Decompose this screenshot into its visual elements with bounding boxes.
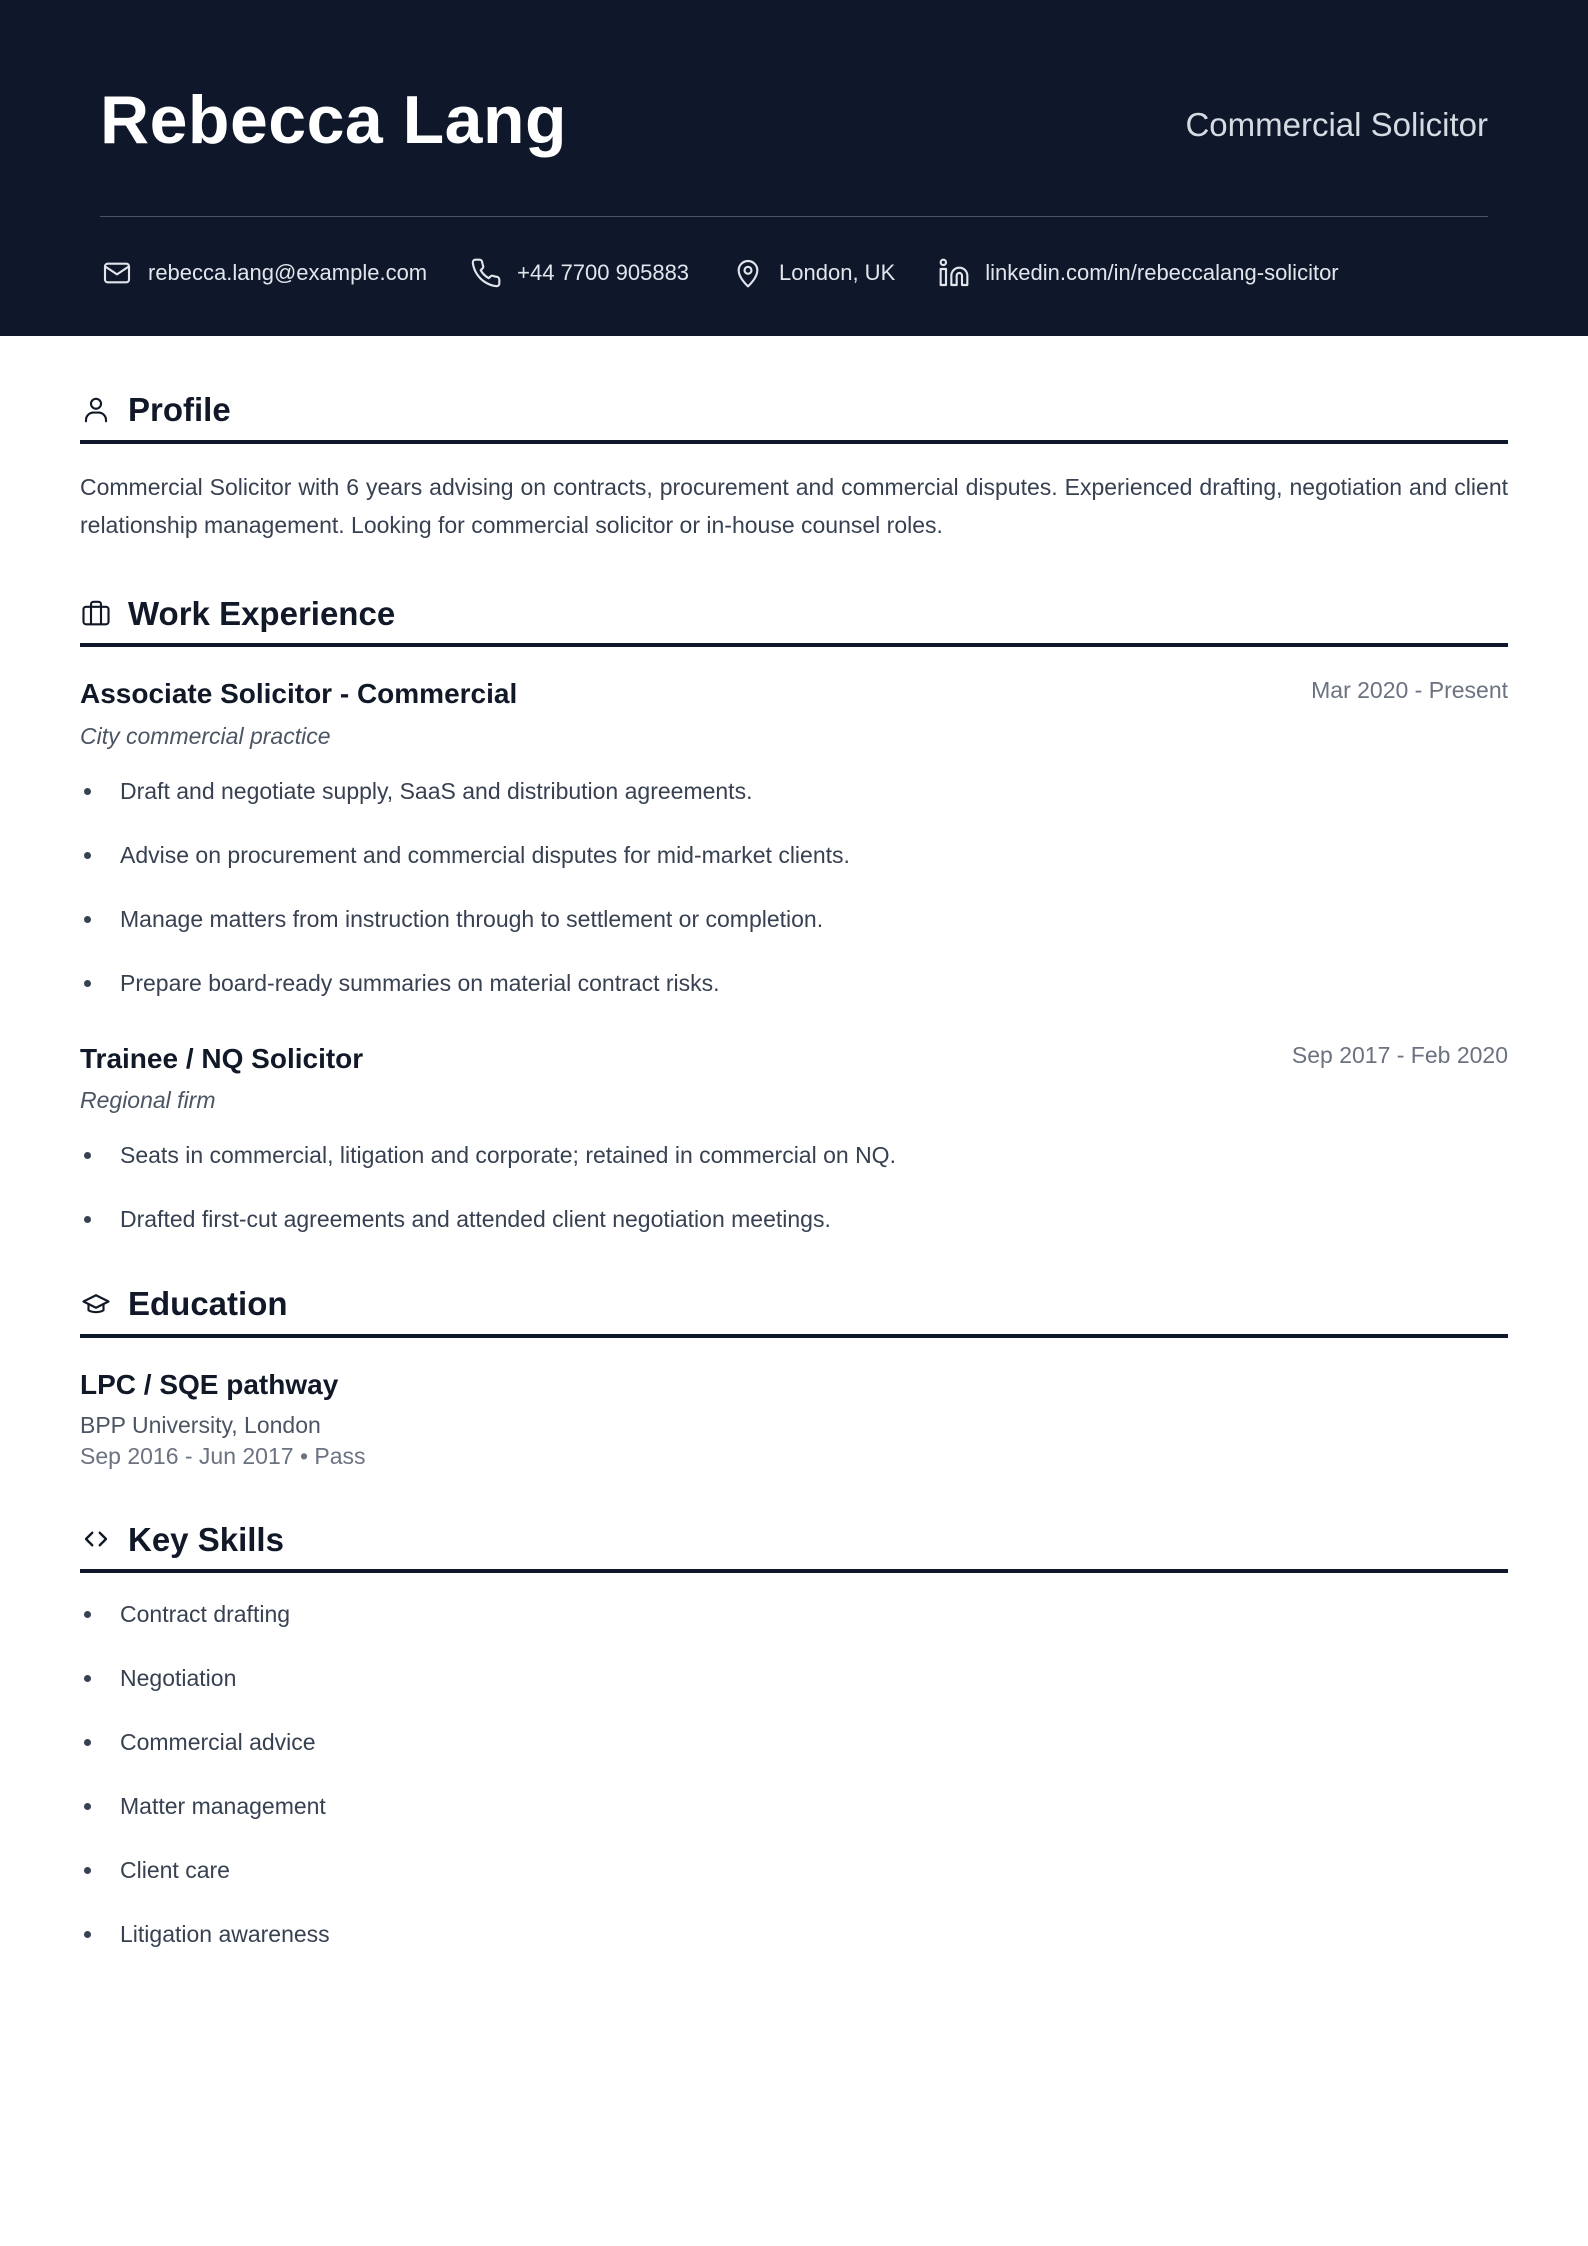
phone-icon [469,256,503,290]
job-organisation: City commercial practice [80,722,331,749]
education-entry [80,1368,1508,1470]
graduation-cap-icon [80,1288,112,1320]
job-bullets [80,776,1508,998]
profile-heading: Profile [128,391,231,428]
list-item: Commercial advice [80,1727,1508,1757]
candidate-role: Commercial Solicitor [1185,106,1488,143]
contact-linkedin-text[interactable]: linkedin.com/in/rebeccalang-solicitor [985,260,1339,285]
code-icon [80,1523,112,1555]
location-icon [731,256,765,290]
list-item: Negotiation [80,1663,1508,1693]
list-item: Prepare board-ready summaries on material contract risks. [80,968,1508,998]
contact-bar [100,256,1381,290]
job-title: Trainee / NQ Solicitor [80,1042,364,1074]
contact-email[interactable] [100,256,427,290]
education-heading-row [80,1284,1508,1338]
list-item: Manage matters from instruction through to settlement or completion. [80,904,1508,934]
experience-heading-row [80,594,1508,648]
contact-linkedin[interactable] [937,256,1338,290]
skills-list [80,1599,1508,1949]
skills-section [80,1520,1508,1950]
job-bullets [80,1140,1508,1234]
skills-heading: Key Skills [128,1520,284,1558]
list-item: Seats in commercial, litigation and corporate; retained in commercial on NQ. [80,1140,1508,1170]
job-organisation: Regional firm [80,1087,216,1114]
education-institution: BPP University, London [80,1411,321,1438]
header-divider [100,216,1488,217]
mail-icon [100,256,134,290]
education-section [80,1284,1508,1469]
contact-location [731,256,895,290]
list-item: Contract drafting [80,1599,1508,1629]
contact-email-text[interactable]: rebecca.lang@example.com [148,260,428,285]
list-item: Advise on procurement and commercial disputes for mid-market clients. [80,840,1508,870]
list-item: Draft and negotiate supply, SaaS and distribution agreements. [80,776,1508,806]
job-entry [80,677,1508,998]
candidate-name: Rebecca Lang [100,82,568,158]
resume-body [80,336,1508,1949]
contact-phone-text[interactable]: +44 7700 905883 [517,260,690,285]
profile-summary: Commercial Solicitor with 6 years advising on contracts, procurement and commercial disputes. Experienced drafting, negotiation and client relationship management. Looking for commercial solicitor or in-house counsel roles. [80,473,1508,538]
contact-location-text: London, UK [779,260,896,285]
list-item: Litigation awareness [80,1919,1508,1949]
contact-phone[interactable] [469,256,689,290]
experience-section [80,594,1508,1235]
experience-heading: Work Experience [128,594,396,632]
list-item: Drafted first-cut agreements and attended client negotiation meetings. [80,1204,1508,1234]
list-item: Matter management [80,1791,1508,1821]
resume-header [0,0,1588,336]
profile-heading-row [80,390,1508,444]
person-icon [80,394,112,426]
job-dates: Mar 2020 - Present [1311,677,1508,704]
education-title: LPC / SQE pathway [80,1368,339,1400]
linkedin-icon [937,256,971,290]
skills-heading-row [80,1520,1508,1574]
profile-section [80,390,1508,544]
job-title: Associate Solicitor - Commercial [80,678,518,710]
briefcase-icon [80,597,112,629]
job-dates: Sep 2017 - Feb 2020 [1291,1041,1508,1068]
education-dates-grade: Sep 2016 - Jun 2017 • Pass [80,1442,366,1469]
education-heading: Education [128,1285,288,1323]
job-entry [80,1042,1508,1235]
list-item: Client care [80,1855,1508,1885]
